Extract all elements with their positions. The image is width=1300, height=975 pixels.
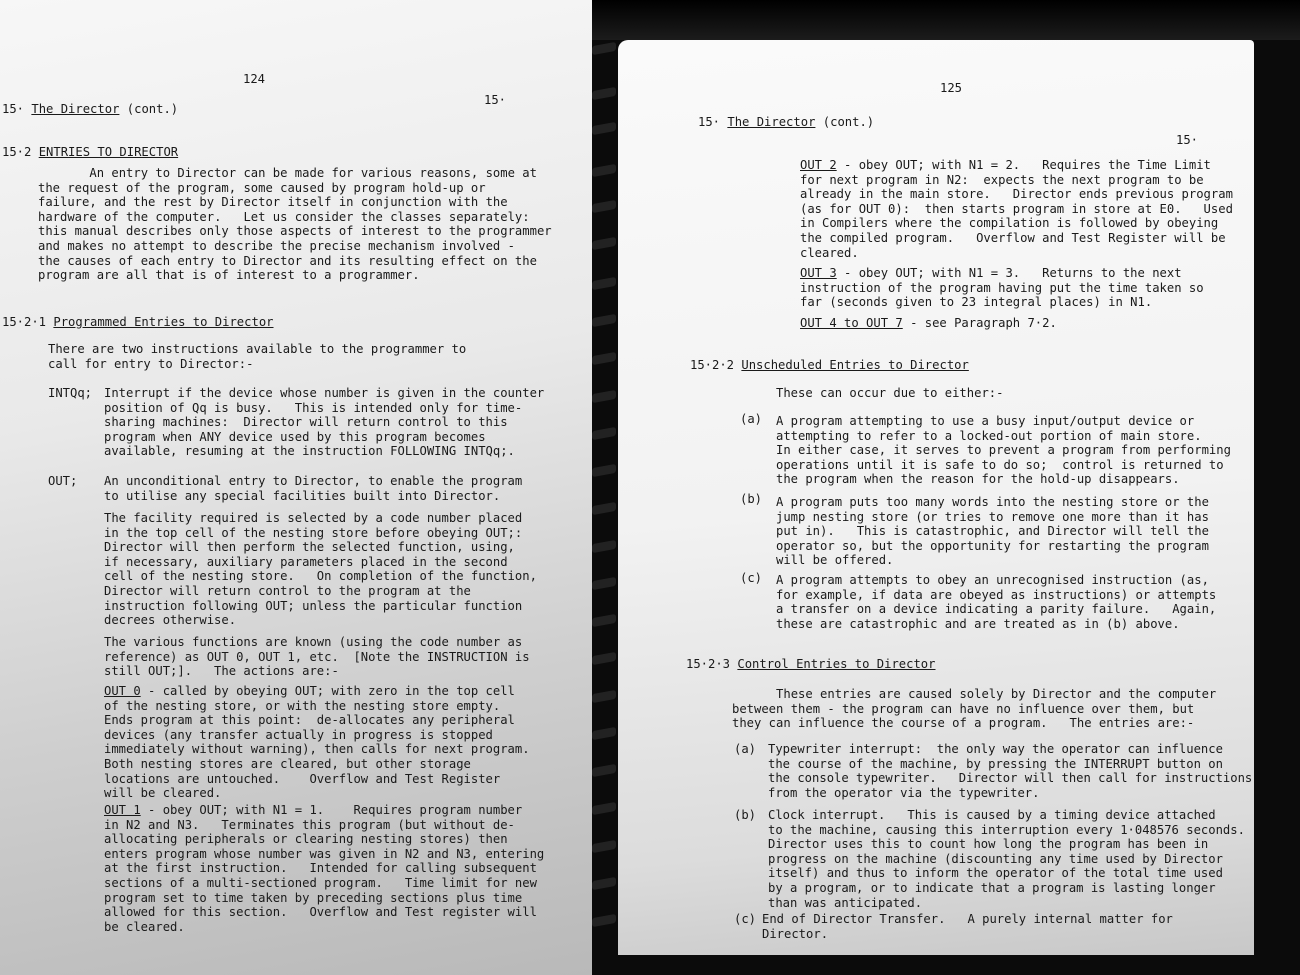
- out2-paragraph: [800, 158, 1233, 260]
- section-heading: [2, 145, 178, 160]
- header-suffix: (cont.): [126, 102, 179, 116]
- page-header: [698, 115, 874, 130]
- control-heading: [686, 657, 936, 672]
- header-prefix: 15·: [2, 102, 25, 116]
- control-title: Control Entries to Director: [737, 657, 936, 671]
- out1-paragraph: [104, 803, 544, 934]
- subsection-title: Programmed Entries to Director: [53, 315, 274, 329]
- list-item-label: (b): [734, 808, 757, 822]
- header-suffix: (cont.): [822, 115, 875, 129]
- out2-text: - obey OUT; with N1 = 2. Requires the Time Limit for next program in N2: expects the next program to be already in the main store. Director ends previous program (as for OUT 0): then starts program in store at E0. Used in Compilers where the compilation is followed by obeying the compiled program. Overflow and Test Register will be cleared.: [800, 158, 1233, 260]
- out3-label: OUT 3: [800, 266, 837, 280]
- out-label: OUT;: [48, 474, 78, 488]
- subsection-heading: [2, 315, 274, 330]
- header-title: The Director: [31, 102, 120, 116]
- intq-label: INTQq;: [48, 386, 93, 400]
- header-title: The Director: [727, 115, 816, 129]
- unscheduled-intro: These can occur due to either:-: [776, 386, 1004, 400]
- list-item-text: A program attempting to use a busy input/output device or attempting to refer to a locked-out portion of main store. In either case, it serves to prevent a program from performing operations until it is safe to do so; control is returned to the program when the reason for the hold-up disappears.: [776, 414, 1231, 487]
- page-number: 125: [940, 81, 963, 95]
- section-mark: 15·: [484, 93, 507, 107]
- out-text: An unconditional entry to Director, to enable the program to utilise any special facilities built into Director.: [104, 474, 523, 503]
- out2-label: OUT 2: [800, 158, 837, 172]
- unscheduled-heading: [690, 358, 969, 373]
- control-intro: These entries are caused solely by Director and the computer between them - the program can have no influence over them, but they can influence the course of a program. The entries are:-: [732, 687, 1217, 731]
- list-item-text: A program attempts to obey an unrecognised instruction (as, for example, if data are obeyed as instructions) or attempts a transfer on a device indicating a parity failure. Again, these are catastrophic and are treated as in (b) above.: [776, 573, 1217, 631]
- out4-7-paragraph: [800, 316, 1057, 331]
- out1-label: OUT 1: [104, 803, 141, 817]
- list-item-label: (b): [740, 492, 763, 506]
- section-mark: 15·: [1176, 133, 1199, 147]
- intro-paragraph: An entry to Director can be made for various reasons, some at the request of the program, some caused by program hold-up or failure, and the rest by Director itself in conjunction with the hardware of the computer. Let us consider the classes separately: this manual describes only those aspects of interest to the programmer and makes no attempt to describe the precise mechanism involved - the causes of each entry to Director and its resulting effect on the program are all that is of interest to a programmer.: [38, 166, 552, 283]
- out0-label: OUT 0: [104, 684, 141, 698]
- list-item-label: (a): [740, 412, 763, 426]
- out0-paragraph: [104, 684, 530, 801]
- sub-intro-text: There are two instructions available to the programmer to call for entry to Director:-: [48, 342, 467, 371]
- control-number: 15·2·3: [686, 657, 731, 671]
- out1-text: - obey OUT; with N1 = 1. Requires program number in N2 and N3. Terminates this program (but without de- allocating peripherals or clearing nesting stores) then enters program whose number was given in N2 and N3, entering at the first instruction. Intended for calling subsequent sections of a multi-sectioned program. Time limit for new program set to time taken by preceding sections plus time allowed for this section. Overflow and Test register will be cleared.: [104, 803, 545, 934]
- page-header: [2, 102, 178, 117]
- left-page: [0, 0, 592, 975]
- unscheduled-number: 15·2·2: [690, 358, 735, 372]
- right-page: [618, 40, 1254, 955]
- out4-7-text: - see Paragraph 7·2.: [902, 316, 1057, 330]
- header-prefix: 15·: [698, 115, 721, 129]
- functions-paragraph: The various functions are known (using the code number as reference) as OUT 0, OUT 1, etc. [Note the INSTRUCTION is still OUT;]. The actions are:-: [104, 635, 530, 679]
- list-item-text: Typewriter interrupt: the only way the operator can influence the course of the machine, by pressing the INTERRUPT button on the console typewriter. Director will then call for instructions from the operator via the typewriter.: [768, 742, 1253, 800]
- sub-intro: [48, 342, 466, 371]
- intq-text: Interrupt if the device whose number is given in the counter position of Qq is busy. This is intended only for time- sharing machines: Director will return control to this program when ANY device used by this program becomes available, resuming at the instruction FOLLOWING INTQq;.: [104, 386, 545, 459]
- out3-text: - obey OUT; with N1 = 3. Returns to the next instruction of the program having put the time taken so far (seconds given to 23 integral places) in N1.: [800, 266, 1204, 310]
- page-number: 124: [243, 72, 266, 86]
- list-item-text: A program puts too many words into the nesting store or the jump nesting store (or tries to remove one more than it has put in). This is catastrophic, and Director will tell the operator so, but the opportunity for restarting the program will be offered.: [776, 495, 1209, 568]
- out3-paragraph: [800, 266, 1204, 310]
- list-item-label: (c): [740, 571, 763, 585]
- section-title: ENTRIES TO DIRECTOR: [38, 145, 179, 159]
- out0-text: - called by obeying OUT; with zero in the top cell of the nesting store, or with the nesting store empty. Ends program at this point: de-allocates any peripheral devices (any transfer actually in progress is stopped immediately without warning), then calls for next program. Both nesting stores are cleared, but other storage locations are untouched. Overflow and Test Register will be cleared.: [104, 684, 530, 801]
- out4-7-label: OUT 4 to OUT 7: [800, 316, 903, 330]
- facility-paragraph: The facility required is selected by a code number placed in the top cell of the nesting store before obeying OUT;: Director will then perform the selected function, using, if necessary, auxiliary parameters placed in the second cell of the nesting store. On completion of the function, Director will return control to the program at the instruction following OUT; unless the particular function decrees otherwise.: [104, 511, 537, 628]
- section-number: 15·2: [2, 145, 32, 159]
- list-item-label: (a): [734, 742, 757, 756]
- unscheduled-title: Unscheduled Entries to Director: [741, 358, 969, 372]
- list-item-label: (c): [734, 912, 757, 926]
- subsection-number: 15·2·1: [2, 315, 47, 329]
- list-item-text: End of Director Transfer. A purely internal matter for Director.: [762, 912, 1173, 941]
- list-item-text: Clock interrupt. This is caused by a timing device attached to the machine, causing this interruption every 1·048576 seconds. Director uses this to count how long the program has been in progress on the machine (discounting any time used by Director itself) and thus to inform the operator of the total time used by a program, or to indicate that a program is lasting longer than was anticipated.: [768, 808, 1245, 910]
